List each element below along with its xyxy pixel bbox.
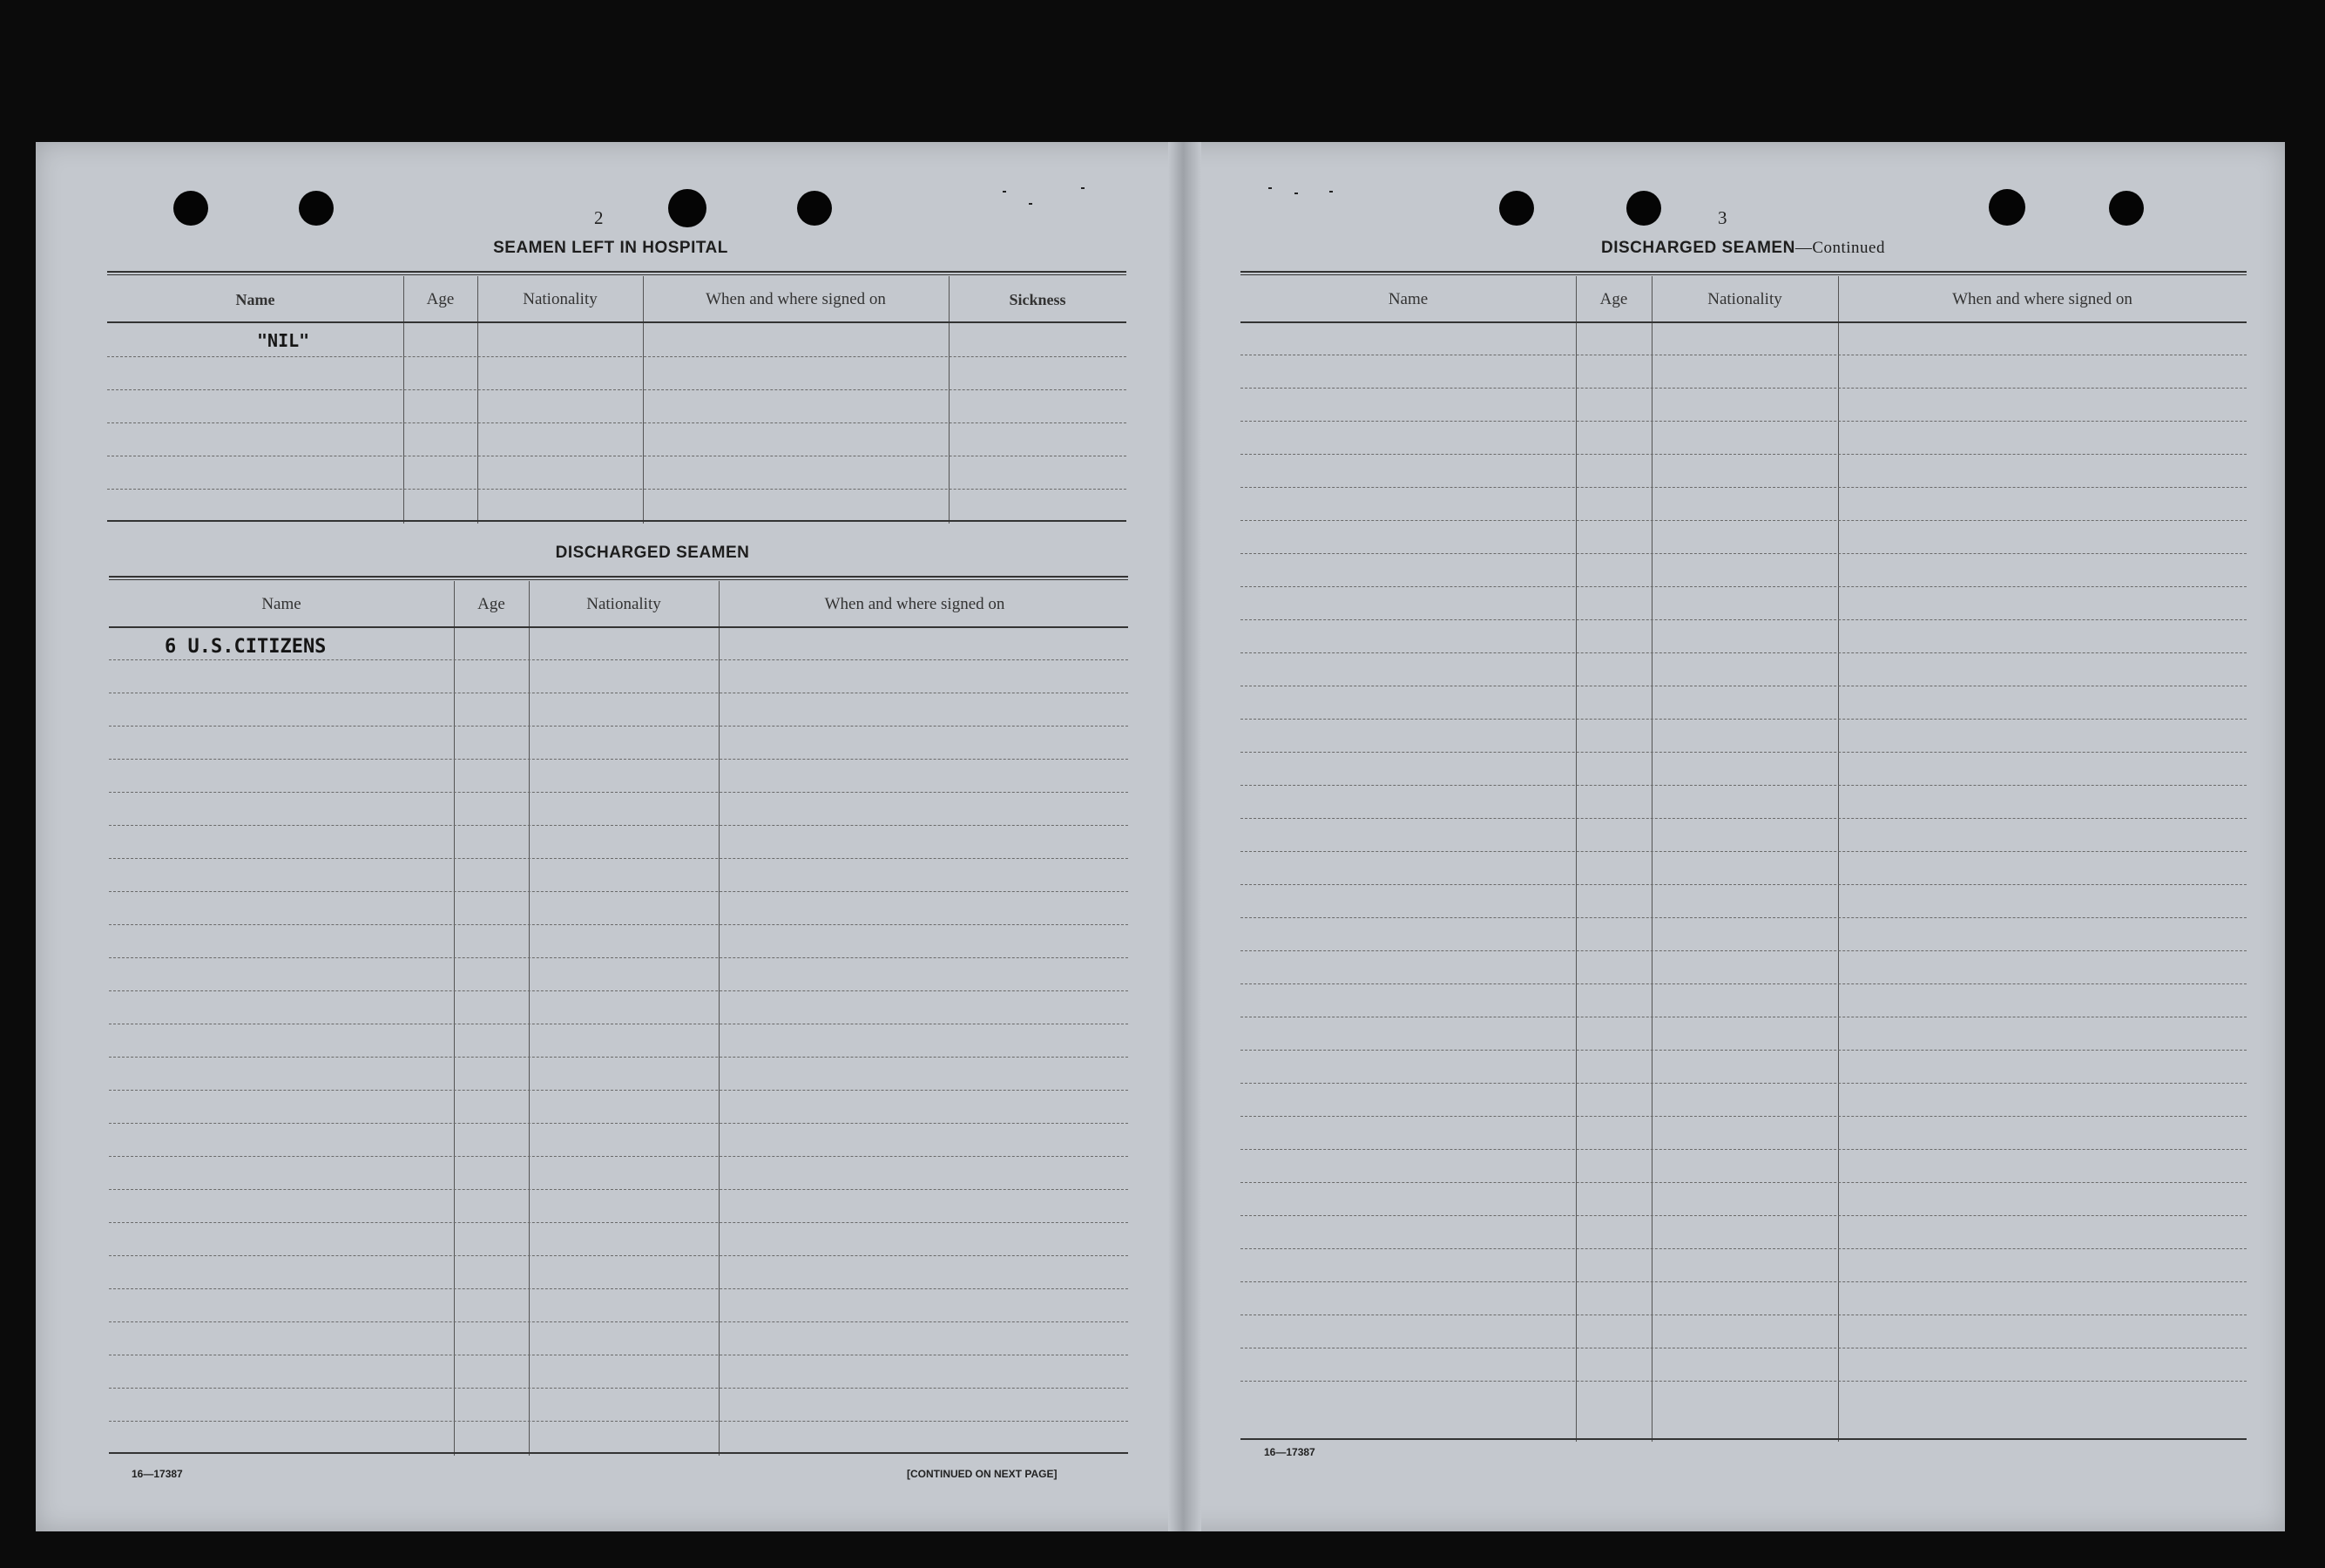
discharged-section-title: DISCHARGED SEAMEN xyxy=(555,544,750,562)
column-header-sickness: Sickness xyxy=(1009,290,1066,308)
column-header-age: Age xyxy=(426,290,455,308)
discharged-continued-table xyxy=(1240,271,2247,1442)
scan-speck xyxy=(1294,193,1298,194)
punch-hole xyxy=(1989,189,2025,226)
column-header-name: Name xyxy=(261,595,301,613)
scan-speck xyxy=(1081,187,1085,189)
hospital-entry: "NIL" xyxy=(257,330,310,351)
form-number-right: 16—17387 xyxy=(1264,1446,1315,1458)
punch-hole xyxy=(1499,191,1534,226)
hospital-section-title: SEAMEN LEFT IN HOSPITAL xyxy=(493,239,728,257)
punch-hole xyxy=(299,191,334,226)
column-header-signed-on: When and where signed on xyxy=(706,290,886,308)
page-gutter xyxy=(1168,142,1201,1531)
discharged-table xyxy=(109,576,1128,1456)
column-header-name: Name xyxy=(1388,290,1429,308)
continued-note: [CONTINUED ON NEXT PAGE] xyxy=(907,1468,1058,1480)
column-header-age: Age xyxy=(477,595,505,613)
page-number-left: 2 xyxy=(594,207,604,228)
discharged-entry: 6 U.S.CITIZENS xyxy=(165,636,327,658)
column-header-nationality: Nationality xyxy=(523,290,598,308)
scan-speck xyxy=(1003,191,1006,193)
column-header-age: Age xyxy=(1599,290,1628,308)
column-header-nationality: Nationality xyxy=(1707,290,1782,308)
hospital-table xyxy=(107,271,1126,524)
scanned-document xyxy=(36,142,2285,1531)
punch-hole xyxy=(1626,191,1661,226)
page-number-right: 3 xyxy=(1718,207,1727,228)
punch-hole xyxy=(797,191,832,226)
discharged-continued-title xyxy=(1482,239,2004,258)
form-number-left: 16—17387 xyxy=(132,1468,183,1480)
punch-hole xyxy=(668,189,706,227)
scan-speck xyxy=(1029,203,1032,205)
column-header-signed-on: When and where signed on xyxy=(1952,290,2132,308)
discharged-continued-title-suffix: —Continued xyxy=(1794,239,1885,257)
discharged-continued-title-main: DISCHARGED SEAMEN xyxy=(1601,239,1795,257)
column-header-nationality: Nationality xyxy=(586,595,661,613)
column-header-signed-on: When and where signed on xyxy=(824,595,1005,613)
punch-hole xyxy=(173,191,208,226)
scan-speck xyxy=(1268,187,1272,189)
discharged-continued-table-header xyxy=(1240,278,2247,321)
scan-speck xyxy=(1329,191,1333,193)
hospital-table-header xyxy=(107,278,1126,321)
column-header-name: Name xyxy=(235,290,275,308)
punch-hole xyxy=(2109,191,2144,226)
discharged-table-header xyxy=(109,583,1128,626)
